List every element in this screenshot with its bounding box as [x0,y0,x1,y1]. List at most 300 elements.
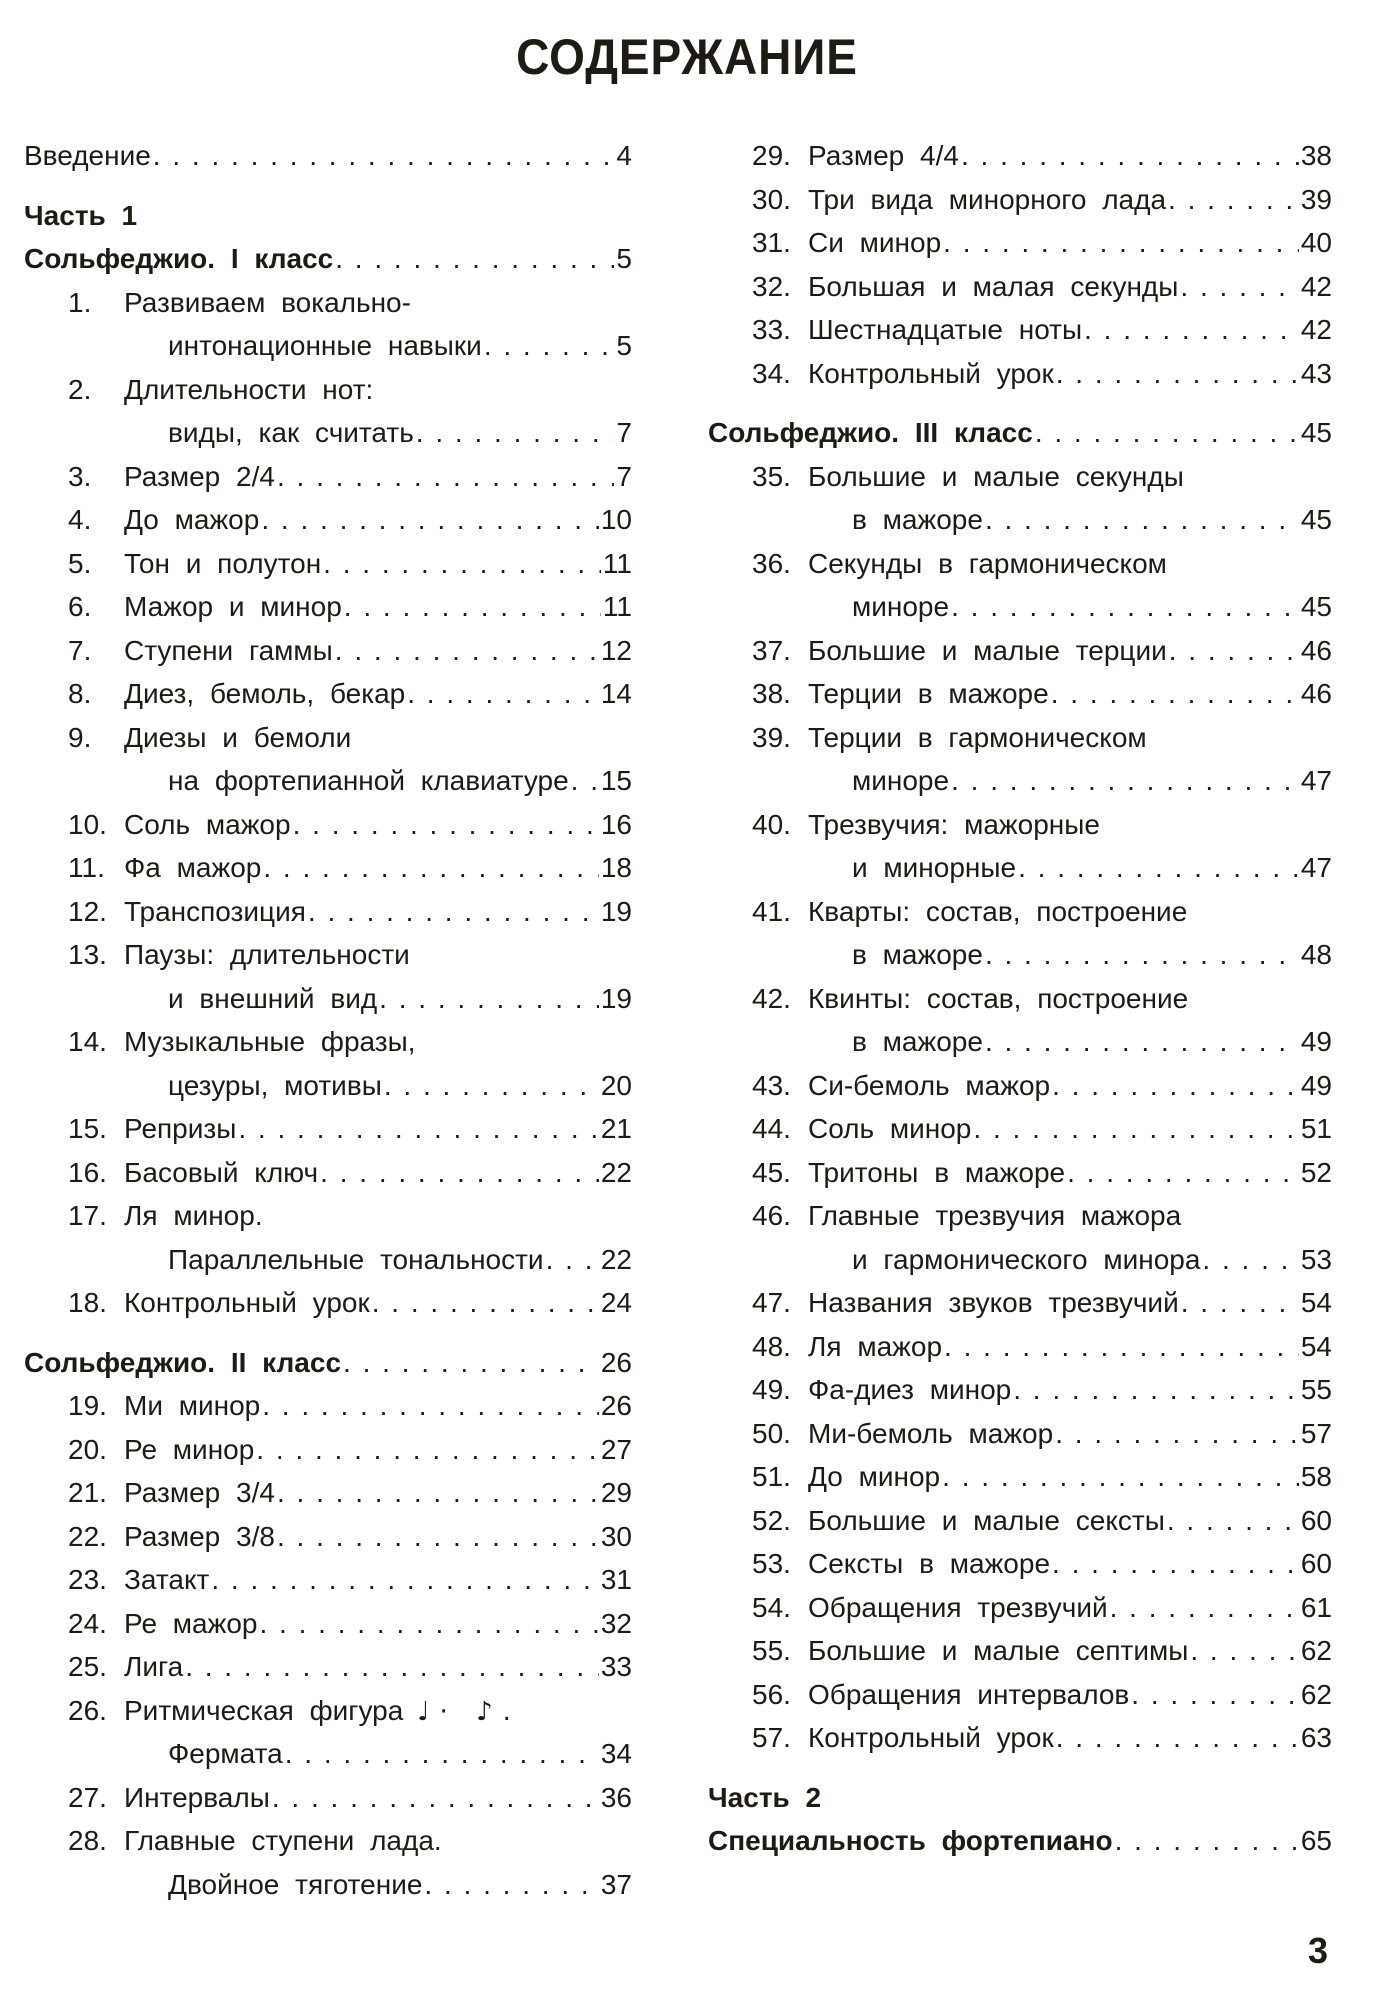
toc-item-continuation[interactable] [68,1863,632,1907]
dot-leader [1169,629,1299,673]
rhythm-figure-icon: ♩· ♪. [417,1696,521,1727]
toc-item-number: 34. [752,357,791,389]
toc-item-number: 41. [752,895,791,927]
dot-leader [961,134,1299,178]
toc-item-continuation[interactable] [752,759,1332,803]
toc-item-continuation[interactable] [68,1238,632,1282]
toc-item[interactable] [68,629,632,673]
dot-leader [1202,1238,1298,1282]
toc-item-title: Три вида минорного лада [808,183,1167,215]
toc-page-number: 31 [600,1564,632,1595]
toc-item[interactable] [68,1151,632,1195]
toc-item[interactable] [752,1716,1332,1760]
toc-entry-title: Введение [24,140,151,171]
dot-leader [1055,1412,1299,1456]
dot-leader [1052,1542,1299,1586]
toc-page-number: 60 [1300,1504,1332,1536]
dot-leader [484,324,615,368]
toc-item[interactable] [752,1499,1332,1543]
toc-item-number: 56. [752,1678,791,1710]
toc-item[interactable] [752,1586,1332,1630]
toc-item-title: Размер 4/4 [808,140,959,171]
dot-leader [951,759,1299,803]
dot-leader [1056,1716,1299,1760]
dot-leader [263,846,599,890]
toc-item-number: 17. [68,1200,107,1231]
toc-item-title: Большие и малые сексты [808,1504,1165,1536]
toc-item-title: Главные ступени лада. [124,1825,442,1856]
toc-entry-title: Сольфеджио. III класс [708,417,1033,448]
toc-page-number: 27 [600,1433,632,1465]
toc-section-heading[interactable] [708,1776,1332,1820]
dot-leader [372,1281,599,1325]
dot-leader [571,759,599,803]
dot-leader [1180,265,1298,309]
toc-item-number: 13. [68,939,107,970]
toc-item[interactable] [752,1542,1332,1586]
dot-leader [985,933,1299,977]
toc-item-number: 28. [68,1825,107,1856]
toc-item-title: Терции в гармоническом [808,721,1147,753]
toc-item[interactable] [68,1819,632,1863]
toc-item[interactable] [68,1471,632,1515]
toc-item[interactable] [68,1689,632,1733]
toc-item-title: Лига [124,1651,184,1682]
dot-leader [416,411,615,455]
toc-item-number: 47. [752,1287,791,1318]
toc-item-number: 35. [752,460,791,492]
toc-item[interactable] [68,1776,632,1820]
toc-page-number: 26 [600,1346,632,1378]
toc-item-title: миноре [852,591,950,622]
toc-item-number: 20. [68,1433,107,1465]
toc-item-title: и минорные [852,852,1017,883]
toc-item-number: 6. [68,591,92,622]
toc-entry[interactable] [24,134,632,178]
toc-item-title: в мажоре [852,939,983,970]
dot-leader [1052,1064,1299,1108]
toc-item-title: Интервалы [124,1781,270,1813]
dot-leader [1115,1819,1299,1863]
toc-item[interactable] [68,846,632,890]
toc-item[interactable] [752,308,1332,352]
toc-item[interactable] [752,542,1332,586]
toc-item-title: на фортепианной клавиатуре [168,765,569,796]
dot-leader [262,1384,599,1428]
toc-item-number: 39. [752,721,791,753]
dot-leader [942,1455,1299,1499]
toc-item-number: 49. [752,1374,791,1405]
toc-item-number: 9. [68,721,92,753]
toc-page-number: 39 [1300,183,1332,215]
toc-item[interactable] [752,1412,1332,1456]
toc-item-continuation[interactable] [68,977,632,1021]
toc-item[interactable] [752,803,1332,847]
toc-item-title: Ре минор [124,1433,255,1465]
dot-leader [951,585,1299,629]
toc-item[interactable] [752,1194,1332,1238]
toc-item-title: До мажор [124,504,260,535]
toc-page-number: 21 [600,1113,632,1144]
toc-page-number: 24 [600,1287,632,1318]
toc-item-title: виды, как считать [168,417,414,448]
toc-item-number: 22. [68,1520,107,1552]
toc-item[interactable] [752,265,1332,309]
toc-item[interactable] [752,1281,1332,1325]
toc-item[interactable] [752,1368,1332,1412]
toc-page-number: 16 [600,808,632,840]
toc-item-title: Ми минор [124,1390,261,1421]
toc-item[interactable] [752,1151,1332,1195]
dot-leader [1190,1629,1299,1673]
toc-item-continuation[interactable] [752,933,1332,977]
toc-item[interactable] [68,672,632,716]
toc-item[interactable] [68,585,632,629]
toc-item[interactable] [68,1515,632,1559]
dot-leader [1051,672,1299,716]
toc-item[interactable] [68,1428,632,1472]
toc-item[interactable] [68,1194,632,1238]
toc-item-number: 5. [68,547,92,579]
toc-item-title: Соль мажор [124,808,291,840]
toc-item-number: 24. [68,1607,107,1639]
toc-page-number: 40 [1300,227,1332,258]
dot-leader [944,1325,1299,1369]
toc-item[interactable] [68,498,632,542]
toc-item-title: цезуры, мотивы [168,1069,382,1101]
toc-page-number: 36 [600,1781,632,1813]
toc-item-continuation[interactable] [68,411,632,455]
toc-page-number: 61 [1300,1591,1332,1623]
dot-leader [344,585,601,629]
toc-page-number: 46 [1300,678,1332,709]
toc-item[interactable] [752,455,1332,499]
dot-leader [379,977,599,1021]
toc-page-number: 11 [602,547,632,579]
toc-page-number: 32 [600,1607,632,1639]
toc-page-number: 45 [1300,504,1332,535]
toc-item-number: 32. [752,270,791,302]
toc-item-continuation[interactable] [68,324,632,368]
toc-section-heading[interactable] [24,194,632,238]
toc-item-number: 31. [752,227,791,258]
toc-item[interactable] [68,1558,632,1602]
toc-item[interactable] [752,977,1332,1021]
toc-item-title: Размер 2/4 [124,460,275,492]
toc-item-title: Ля минор. [124,1200,263,1231]
dot-leader [1013,1368,1299,1412]
toc-section-heading[interactable] [24,1341,632,1385]
toc-item-title: Развиваем вокально- [124,286,411,318]
dot-leader [277,455,614,499]
dot-leader [943,221,1299,265]
dot-leader [320,1151,599,1195]
dot-leader [323,542,601,586]
toc-item-number: 30. [752,183,791,215]
toc-item[interactable] [752,890,1332,934]
toc-item-title: Трезвучия: мажорные [808,808,1100,840]
toc-page-number: 62 [1300,1635,1332,1666]
toc-item[interactable] [68,803,632,847]
toc-page-number: 12 [600,634,632,666]
toc-item-title: Большие и малые секунды [808,460,1184,492]
toc-item-title: Параллельные тональности [168,1243,544,1275]
toc-page-number: 47 [1300,765,1332,796]
toc-item[interactable] [752,352,1332,396]
toc-item-title: Соль минор [808,1113,972,1144]
toc-page-number: 48 [1300,939,1332,970]
toc-left-column [24,134,632,1906]
toc-item[interactable] [68,1602,632,1646]
toc-page-number: 22 [600,1243,632,1275]
dot-leader [335,237,614,281]
toc-item-number: 50. [752,1417,791,1449]
dot-leader [343,1341,599,1385]
toc-item-title: Обращения трезвучий [808,1591,1108,1623]
toc-item[interactable] [752,134,1332,178]
toc-item-number: 1. [68,286,92,318]
toc-page-number: 45 [1300,417,1332,448]
toc-page-number: 33 [600,1651,632,1682]
toc-item-title: Ступени гаммы [124,634,333,666]
toc-item[interactable] [752,221,1332,265]
toc-item-title: Большая и малая секунды [808,270,1179,302]
toc-item-number: 18. [68,1287,107,1318]
toc-item-title: миноре [852,765,950,796]
toc-item[interactable] [68,1384,632,1428]
toc-right-column [708,134,1332,1863]
toc-item-title: Обращения интервалов [808,1678,1130,1710]
toc-item-continuation[interactable] [752,1020,1332,1064]
toc-entry-title: Сольфеджио. II класс [24,1346,342,1378]
toc-item-title: Диезы и бемоли [124,721,352,753]
dot-leader [973,1107,1298,1151]
toc-item-number: 40. [752,808,791,840]
toc-item-title: Мажор и минор [124,591,342,622]
toc-section-heading[interactable] [708,1819,1332,1863]
toc-item-title: Музыкальные фразы, [124,1026,416,1057]
dot-leader [1167,1499,1299,1543]
toc-item-number: 4. [68,504,92,535]
toc-item-number: 19. [68,1390,107,1421]
toc-item-title: Тон и полутон [124,547,322,579]
page-number: 3 [1307,1930,1328,1971]
toc-item-number: 45. [752,1156,791,1188]
toc-item-number: 44. [752,1113,791,1144]
toc-item-number: 46. [752,1200,791,1231]
toc-page-number: 47 [1300,852,1332,883]
toc-item[interactable] [752,629,1332,673]
toc-page-number: 18 [600,852,632,883]
toc-page-number: 4 [616,140,632,171]
toc-page-number: 5 [616,243,632,274]
toc-item-number: 26. [68,1694,107,1726]
toc-item-title: Басовый ключ [124,1156,319,1188]
toc-item-continuation[interactable] [752,585,1332,629]
toc-item-title: Диез, бемоль, бекар [124,678,406,709]
toc-page-number: 37 [600,1868,632,1900]
toc-item-continuation[interactable] [68,1064,632,1108]
toc-item-title: Длительности нот: [124,373,374,405]
toc-item-number: 54. [752,1591,791,1623]
toc-section-heading[interactable] [708,411,1332,455]
toc-item-number: 8. [68,678,92,709]
toc-item-number: 21. [68,1477,107,1508]
toc-item-title: Ритмическая фигура [124,1694,404,1726]
toc-page-number: 52 [1300,1156,1332,1188]
toc-page-number: 5 [616,330,632,361]
toc-page-number: 65 [1300,1825,1332,1856]
toc-item-title: Контрольный урок [124,1287,370,1318]
toc-item-title: и гармонического минора [852,1243,1201,1275]
toc-item-continuation[interactable] [68,759,632,803]
toc-item-title: Фа мажор [124,852,262,883]
toc-item-title: Размер 3/8 [124,1520,275,1552]
toc-item[interactable] [68,890,632,934]
toc-item-number: 57. [752,1722,791,1753]
toc-page-number: 7 [616,460,632,492]
toc-item-number: 23. [68,1564,107,1595]
toc-page-number: 49 [1300,1069,1332,1101]
dot-leader [335,629,599,673]
toc-entry-title: Сольфеджио. I класс [24,243,334,274]
toc-page-number: 11 [602,591,632,622]
toc-item-number: 7. [68,634,92,666]
toc-item-number: 33. [752,314,791,345]
toc-item-number: 43. [752,1069,791,1101]
dot-leader [1035,411,1299,455]
toc-page-number: 26 [600,1390,632,1421]
toc-item[interactable] [752,1107,1332,1151]
dot-leader [308,890,599,934]
toc-item[interactable] [68,1107,632,1151]
toc-item-title: Транспозиция [124,895,306,927]
toc-item-continuation[interactable] [752,498,1332,542]
toc-item-continuation[interactable] [752,846,1332,890]
dot-leader [185,1645,599,1689]
dot-leader [261,498,599,542]
page-title: СОДЕРЖАНИЕ [516,29,858,85]
toc-item-number: 37. [752,634,791,666]
toc-item-number: 53. [752,1548,791,1579]
toc-item-title: Контрольный урок [808,1722,1054,1753]
toc-page-number: 49 [1300,1026,1332,1057]
toc-item-number: 48. [752,1330,791,1362]
toc-item-title: Секунды в гармоническом [808,547,1167,579]
dot-leader [424,1863,598,1907]
toc-item-title: Сексты в мажоре [808,1548,1051,1579]
toc-item[interactable] [752,672,1332,716]
toc-page-number: 10 [600,504,632,535]
toc-page-number: 58 [1300,1461,1332,1492]
toc-page-number: 34 [600,1738,632,1769]
toc-page-number: 30 [600,1520,632,1552]
dot-leader [985,498,1299,542]
dot-leader [277,1471,599,1515]
toc-page-number: 54 [1300,1330,1332,1362]
dot-leader [985,1020,1299,1064]
toc-item[interactable] [68,1020,632,1064]
toc-item-title: и внешний вид [168,982,378,1014]
toc-item-number: 2. [68,373,92,405]
toc-item[interactable] [68,716,632,760]
toc-item[interactable] [752,1064,1332,1108]
toc-item-number: 29. [752,140,791,171]
toc-page-number: 57 [1300,1417,1332,1449]
toc-page-number: 29 [600,1477,632,1508]
toc-item[interactable] [752,1325,1332,1369]
toc-entry-title: Часть 1 [24,199,138,231]
toc-item[interactable] [68,542,632,586]
toc-item-number: 52. [752,1504,791,1536]
toc-item-title: Кварты: состав, построение [808,895,1188,927]
toc-item-continuation[interactable] [68,1732,632,1776]
toc-item-number: 11. [68,852,105,883]
toc-item[interactable] [68,1645,632,1689]
toc-item[interactable] [752,1629,1332,1673]
toc-item-number: 10. [68,808,107,840]
toc-item[interactable] [752,1455,1332,1499]
dot-leader [277,1515,599,1559]
toc-page-number: 43 [1300,357,1332,389]
toc-item-number: 16. [68,1156,107,1188]
toc-item[interactable] [68,1281,632,1325]
dot-leader [1056,352,1299,396]
dot-leader [546,1238,599,1282]
toc-item-title: Названия звуков трезвучий [808,1287,1179,1318]
dot-leader [1131,1673,1299,1717]
dot-leader [407,672,599,716]
toc-item-title: Фермата [168,1738,283,1769]
toc-page-number: 46 [1300,634,1332,666]
toc-item-title: Паузы: длительности [124,939,410,970]
toc-item[interactable] [68,368,632,412]
toc-item[interactable] [68,933,632,977]
dot-leader [384,1064,599,1108]
toc-item-number: 55. [752,1635,791,1666]
toc-item[interactable] [68,455,632,499]
toc-item-number: 14. [68,1026,107,1057]
toc-item-title: Терции в мажоре [808,678,1049,709]
toc-item[interactable] [68,281,632,325]
toc-section-heading[interactable] [24,237,632,281]
dot-leader [293,803,599,847]
toc-item-title: в мажоре [852,1026,983,1057]
toc-page-number: 15 [600,765,632,796]
toc-item-title: Си-бемоль мажор [808,1069,1051,1101]
toc-item-continuation[interactable] [752,1238,1332,1282]
toc-item[interactable] [752,1673,1332,1717]
dot-leader [238,1107,598,1151]
dot-leader [1168,178,1299,222]
toc-page-number: 51 [1300,1113,1332,1144]
toc-item[interactable] [752,178,1332,222]
toc-item-title: Размер 3/4 [124,1477,275,1508]
toc-item-title: Ми-бемоль мажор [808,1417,1054,1449]
toc-page-number: 53 [1300,1243,1332,1275]
toc-item-title: Си минор [808,227,942,258]
toc-page-number: 42 [1300,314,1332,345]
toc-item-title: Фа-диез минор [808,1374,1012,1405]
toc-page-number: 42 [1300,270,1332,302]
toc-item[interactable] [752,716,1332,760]
toc-page-number: 14 [600,678,632,709]
toc-item-title: Квинты: состав, построение [808,982,1189,1014]
toc-page-number: 54 [1300,1287,1332,1318]
toc-page-number: 22 [600,1156,632,1188]
toc-page-number: 60 [1300,1548,1332,1579]
dot-leader [272,1776,599,1820]
